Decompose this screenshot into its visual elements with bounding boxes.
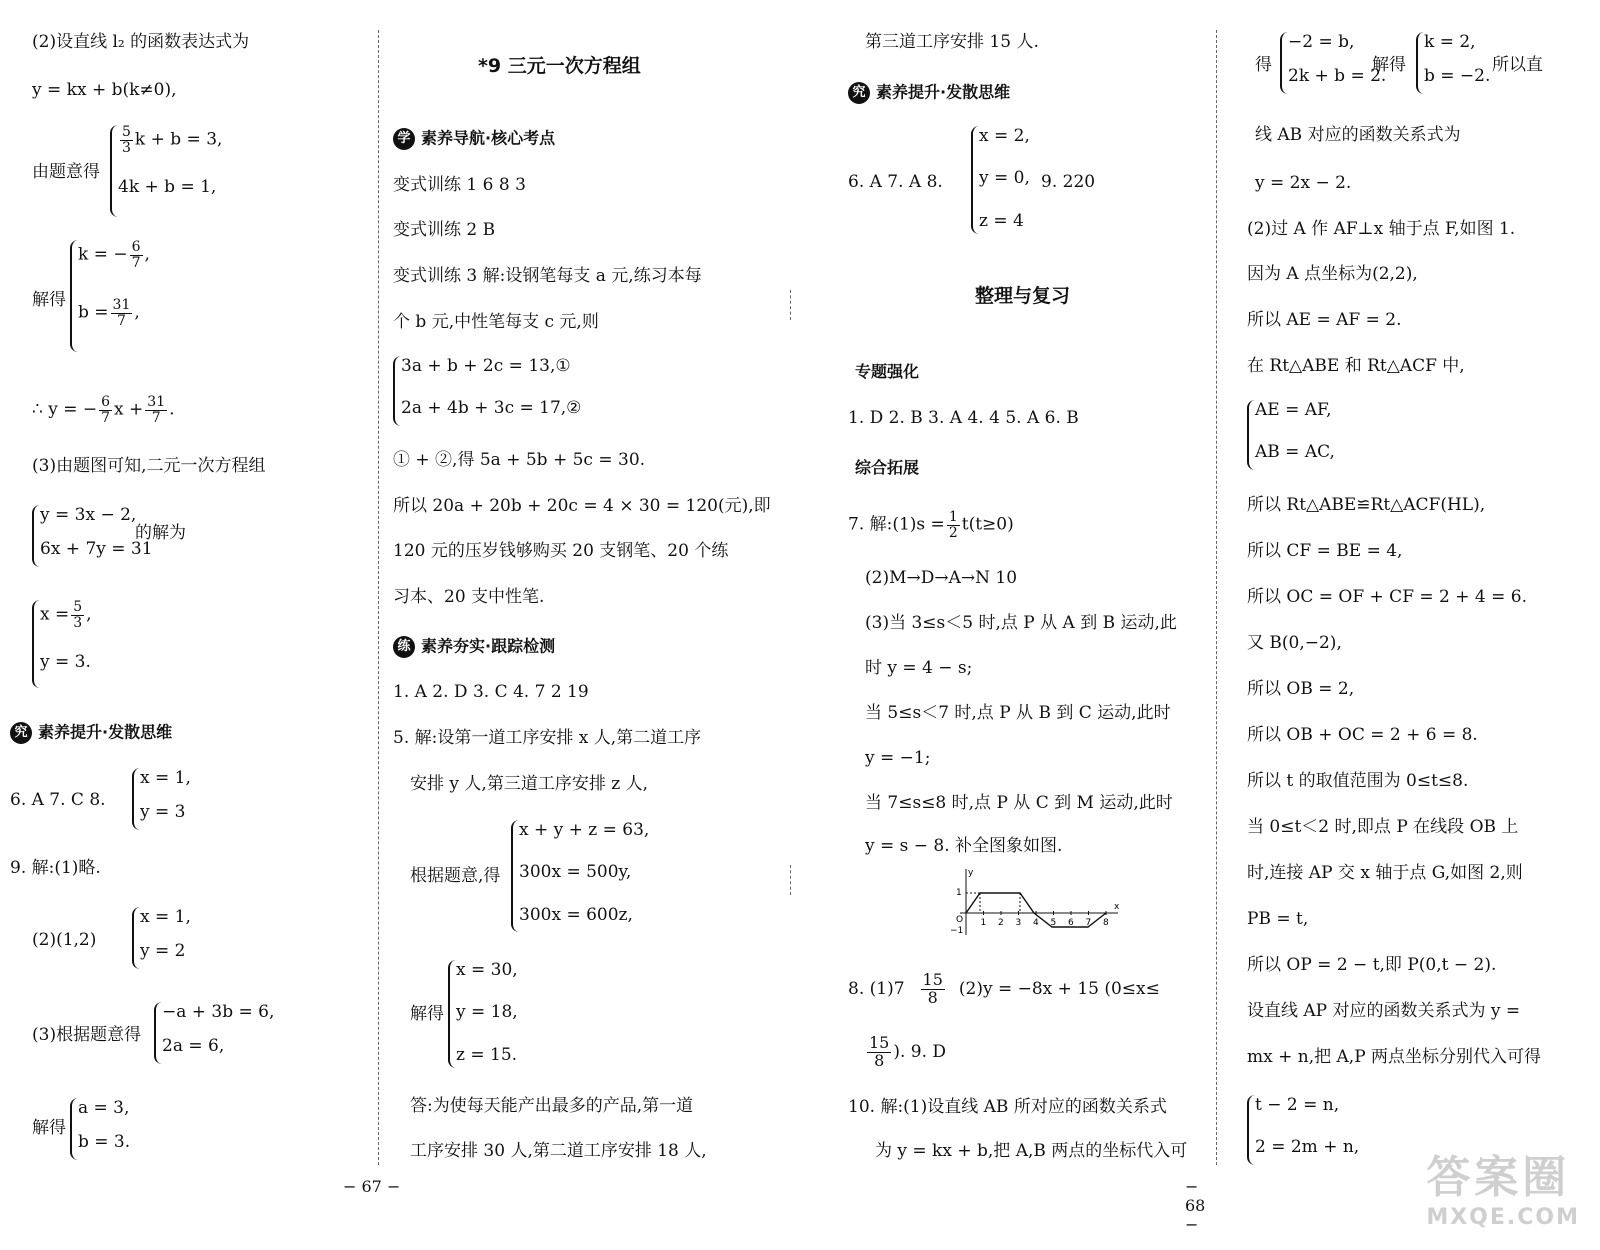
page-number: − 67 − bbox=[343, 1177, 401, 1196]
text-line: (2)过 A 作 AF⊥x 轴于点 F,如图 1. bbox=[1247, 219, 1516, 239]
equation-system bbox=[971, 126, 1030, 234]
equation: b = $\frac{31}{7}$ , bbox=[78, 297, 140, 330]
text-line: 变式训练 2 B bbox=[393, 220, 496, 240]
equation: 2k + b = 2. bbox=[1288, 66, 1387, 87]
text-line: 解得 bbox=[410, 1004, 444, 1024]
text-line: 所以 OB + OC = 2 + 6 = 8. bbox=[1247, 725, 1478, 745]
text-line: 第三道工序安排 15 人. bbox=[865, 32, 1039, 52]
text-line: 所以 Rt△ABE≌Rt△ACF(HL), bbox=[1247, 495, 1486, 515]
text-line: 根据题意,得 bbox=[410, 866, 501, 886]
column-divider bbox=[1216, 30, 1217, 1165]
text-line: (3)根据题意得 bbox=[32, 1025, 142, 1045]
x-tick-label: 5 bbox=[1050, 918, 1057, 928]
column-1 bbox=[0, 0, 375, 1250]
column-2 bbox=[343, 0, 783, 1250]
equation-system bbox=[511, 820, 649, 932]
text-line: (2)(1,2) bbox=[32, 930, 97, 950]
text-line: PB = t, bbox=[1247, 909, 1309, 929]
equation: 8. (1)7 $\frac{15}{8}$ (2)y = −8x + 15 (0≤x≤ bbox=[848, 970, 1160, 1007]
text-line: (2)设直线 l₂ 的函数表达式为 bbox=[32, 32, 250, 52]
text-line: (2)M→D→A→N 10 bbox=[865, 568, 1018, 588]
text-line: 解得 bbox=[1372, 55, 1406, 75]
text-line: 所以 OB = 2, bbox=[1247, 679, 1355, 699]
equation: 2a + 4b + 3c = 17,② bbox=[401, 398, 582, 419]
text-line: 解得 bbox=[32, 290, 66, 310]
equation-system bbox=[110, 125, 222, 217]
function-graph bbox=[948, 865, 1123, 940]
equation: x = 2, bbox=[979, 126, 1030, 146]
text-line: 又 B(0,−2), bbox=[1247, 633, 1342, 653]
column-divider bbox=[378, 30, 379, 1165]
text-line: y = kx + b(k≠0), bbox=[32, 80, 177, 100]
text-line: 在 Rt△ABE 和 Rt△ACF 中, bbox=[1247, 356, 1465, 376]
origin-label: O bbox=[956, 915, 964, 925]
text-line: y = −1; bbox=[865, 748, 931, 768]
equation: x = $\frac{5}{3}$ , bbox=[40, 599, 92, 631]
x-tick-label: 1 bbox=[980, 918, 987, 928]
equation: 2a = 6, bbox=[162, 1036, 225, 1057]
equation: b = 3. bbox=[78, 1132, 131, 1153]
column-divider bbox=[790, 865, 791, 895]
text-line: 所以 OP = 2 − t,即 P(0,t − 2). bbox=[1247, 955, 1497, 975]
text-line: 解得 bbox=[32, 1118, 66, 1138]
section-badge-icon: 学 bbox=[393, 128, 415, 150]
equation-system bbox=[70, 240, 150, 352]
text-line: 5. 解:设第一道工序安排 x 人,第二道工序 bbox=[393, 728, 702, 748]
answer-line: 6. A 7. A 8. bbox=[848, 172, 943, 192]
x-tick-label: 7 bbox=[1085, 918, 1092, 928]
text-line: 设直线 AP 对应的函数关系式为 y = bbox=[1247, 1001, 1521, 1021]
watermark-logo: 答案圈 bbox=[1426, 1152, 1571, 1203]
equation: ∴ y = − $\frac{6}{7}$ x + $\frac{31}{7}$ . bbox=[32, 394, 175, 426]
text-line: 的解为 bbox=[135, 523, 186, 543]
equation: z = 15. bbox=[456, 1044, 518, 1065]
x-tick-label: 3 bbox=[1015, 918, 1022, 928]
text-line: 120 元的压岁钱够购买 20 支钢笔、20 个练 bbox=[393, 541, 729, 561]
equation-system bbox=[1416, 32, 1490, 94]
section-badge-icon: 究 bbox=[10, 722, 32, 744]
text-line: 所以 OC = OF + CF = 2 + 4 = 6. bbox=[1247, 587, 1527, 607]
y-tick-label: 1 bbox=[956, 888, 962, 898]
text-line: 所以 CF = BE = 4, bbox=[1247, 541, 1403, 561]
equation: AB = AC, bbox=[1255, 442, 1335, 463]
equation: $\frac{5}{3}$ k + b = 3, bbox=[122, 124, 223, 156]
text-line: 习本、20 支中性笔. bbox=[393, 587, 545, 607]
equation: −2 = b, bbox=[1288, 32, 1355, 52]
text-line: 安排 y 人,第三道工序安排 z 人, bbox=[410, 774, 648, 794]
column-3 bbox=[803, 0, 1213, 1250]
text-line: (3)由题图可知,二元一次方程组 bbox=[32, 456, 266, 476]
equation: −a + 3b = 6, bbox=[162, 1002, 275, 1022]
text-line: 答:为使每天能产出最多的产品,第一道 bbox=[410, 1096, 694, 1116]
text-line: 所以 20a + 20b + 20c = 4 × 30 = 120(元),即 bbox=[393, 496, 771, 516]
equation: x = 1, bbox=[140, 907, 191, 927]
page-number: − 68 − bbox=[1185, 1177, 1206, 1234]
equation: AE = AF, bbox=[1255, 400, 1332, 420]
section-badge-icon: 练 bbox=[393, 636, 415, 658]
text-line: 工序安排 30 人,第二道工序安排 18 人, bbox=[410, 1141, 707, 1161]
text-line: 9. 解:(1)略. bbox=[10, 858, 101, 878]
text-line: 当 5≤s＜7 时,点 P 从 B 到 C 运动,此时 bbox=[865, 703, 1171, 723]
watermark bbox=[1426, 1141, 1580, 1230]
text-line: y = s − 8. 补全图象如图. bbox=[865, 836, 1063, 856]
equation: x = 30, bbox=[456, 960, 518, 980]
equation: y = 3. bbox=[40, 652, 91, 673]
watermark-url: MXQE.COM bbox=[1426, 1205, 1580, 1230]
x-axis-label: x bbox=[1114, 902, 1120, 912]
x-tick-label: 4 bbox=[1033, 918, 1039, 928]
column-divider bbox=[790, 290, 791, 320]
x-tick-label: 2 bbox=[998, 918, 1004, 928]
equation: z = 4 bbox=[979, 210, 1024, 231]
section-heading: 究 素养提升·发散思维 bbox=[848, 82, 1010, 104]
text-line: 所以 AE = AF = 2. bbox=[1247, 310, 1402, 330]
equation: k = − $\frac{6}{7}$ , bbox=[78, 239, 150, 271]
x-tick-label: 6 bbox=[1068, 918, 1074, 928]
chapter-title: *9 三元一次方程组 bbox=[478, 55, 641, 77]
answer-line: 1. A 2. D 3. C 4. 7 2 19 bbox=[393, 682, 589, 702]
text-line: 得 bbox=[1255, 55, 1272, 75]
text-line: 个 b 元,中性笔每支 c 元,则 bbox=[393, 312, 599, 332]
text-line: 当 0≤t＜2 时,即点 P 在线段 OB 上 bbox=[1247, 817, 1519, 837]
equation-system bbox=[154, 1002, 274, 1064]
equation: y = 0, bbox=[979, 168, 1030, 189]
equation: 300x = 500y, bbox=[519, 862, 632, 883]
section-badge-icon: 究 bbox=[848, 82, 870, 104]
equation-system bbox=[132, 907, 191, 969]
equation-system bbox=[70, 1098, 130, 1160]
equation-system bbox=[448, 960, 518, 1068]
equation: x = 1, bbox=[140, 768, 191, 788]
text-line: 所以 t 的取值范围为 0≤t≤8. bbox=[1247, 771, 1469, 791]
section-title: 整理与复习 bbox=[975, 285, 1071, 307]
equation: y = 2 bbox=[140, 941, 186, 962]
text-line: (3)当 3≤s＜5 时,点 P 从 A 到 B 运动,此 bbox=[865, 613, 1177, 633]
equation: 7. 解:(1)s = $\frac{1}{2}$ t(t≥0) bbox=[848, 509, 1014, 541]
text-line: 所以直 bbox=[1492, 55, 1543, 75]
answer-line: 6. A 7. C 8. bbox=[10, 790, 106, 810]
answer-line: 1. D 2. B 3. A 4. 4 5. A 6. B bbox=[848, 408, 1079, 428]
equation: t − 2 = n, bbox=[1255, 1095, 1340, 1115]
section-heading: 究 素养提升·发散思维 bbox=[10, 722, 172, 744]
y-tick-label: −1 bbox=[950, 926, 964, 936]
text-line: 时 y = 4 − s; bbox=[865, 658, 973, 678]
equation-system bbox=[1280, 32, 1386, 94]
text-line: 当 7≤s≤8 时,点 P 从 C 到 M 运动,此时 bbox=[865, 793, 1173, 813]
text-line: 变式训练 3 解:设钢笔每支 a 元,练习本每 bbox=[393, 266, 702, 286]
equation-system bbox=[1247, 1095, 1359, 1165]
equation: 3a + b + 2c = 13,① bbox=[401, 356, 571, 376]
text-line: 变式训练 1 6 8 3 bbox=[393, 175, 526, 195]
equation-system bbox=[393, 356, 581, 426]
text-line: mx + n,把 A,P 两点坐标分别代入可得 bbox=[1247, 1047, 1542, 1067]
equation-system bbox=[1247, 400, 1335, 470]
equation: k = 2, bbox=[1424, 32, 1476, 52]
equation: 4k + b = 1, bbox=[118, 177, 217, 198]
text-line: 线 AB 对应的函数关系式为 bbox=[1255, 125, 1461, 145]
column-4 bbox=[1230, 0, 1600, 1250]
text-line: 时,连接 AP 交 x 轴于点 G,如图 2,则 bbox=[1247, 863, 1523, 883]
equation: 6x + 7y = 31 bbox=[40, 539, 153, 560]
subsection-heading: 专题强化 bbox=[855, 362, 920, 381]
equation: a = 3, bbox=[78, 1098, 130, 1118]
equation: 2 = 2m + n, bbox=[1255, 1137, 1360, 1158]
equation: y = 3 bbox=[140, 802, 186, 823]
x-tick-label: 8 bbox=[1103, 918, 1109, 928]
equation: y = 18, bbox=[456, 1002, 518, 1023]
text-line: 为 y = kx + b,把 A,B 两点的坐标代入可 bbox=[875, 1141, 1188, 1161]
text-line: 因为 A 点坐标为(2,2), bbox=[1247, 264, 1418, 284]
equation-system bbox=[32, 600, 92, 688]
text-line: 由题意得 bbox=[32, 162, 100, 182]
y-axis-label: y bbox=[968, 868, 974, 878]
subsection-heading: 综合拓展 bbox=[855, 458, 920, 477]
equation: x + y + z = 63, bbox=[519, 820, 650, 840]
answer-line: 9. 220 bbox=[1041, 172, 1096, 192]
equation: 300x = 600z, bbox=[519, 904, 633, 925]
equation: b = −2. bbox=[1424, 66, 1491, 87]
equation-system bbox=[132, 768, 191, 830]
text-line: y = 2x − 2. bbox=[1255, 173, 1352, 193]
equation: $\frac{15}{8}$ ). 9. D bbox=[869, 1033, 947, 1070]
section-heading: 学 素养导航·核心考点 bbox=[393, 128, 555, 150]
x-tick-labels bbox=[981, 911, 1110, 928]
equation: y = 3x − 2, bbox=[40, 505, 137, 525]
text-line: ① + ②,得 5a + 5b + 5c = 30. bbox=[393, 450, 646, 470]
section-heading: 练 素养夯实·跟踪检测 bbox=[393, 636, 555, 658]
text-line: 10. 解:(1)设直线 AB 所对应的函数关系式 bbox=[848, 1097, 1167, 1117]
